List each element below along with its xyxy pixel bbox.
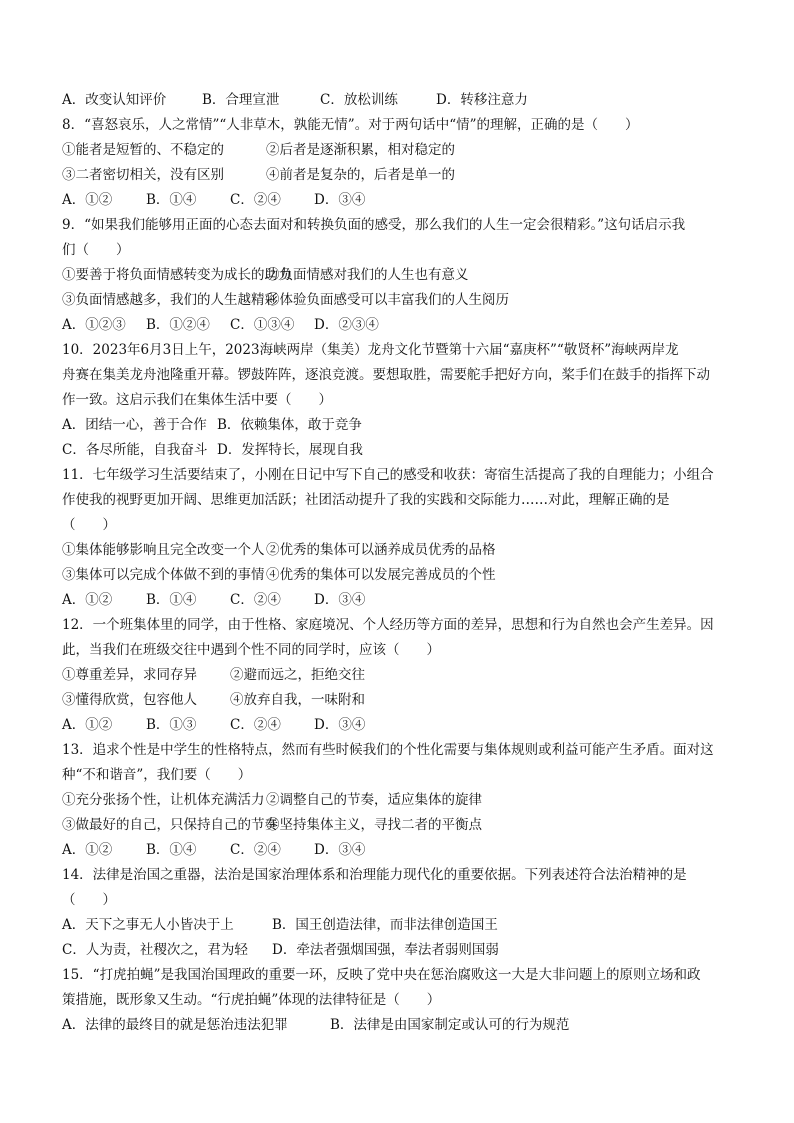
q15-o1	[62, 1013, 736, 1038]
answer-option: B．①④	[146, 592, 197, 608]
q9-stem2: 们（ ）	[62, 242, 130, 258]
q11-s2	[62, 563, 736, 588]
statement-item: ③二者密切相关，没有区别	[62, 167, 224, 183]
statement-item: ①要善于将负面情感转变为成长的助力	[62, 267, 292, 283]
q9-s2	[62, 288, 736, 313]
statement-item: ①充分张扬个性，让机体充满活力	[62, 792, 265, 808]
statement-item: ④体验负面感受可以丰富我们的人生阅历	[266, 292, 509, 308]
q14-o1	[62, 913, 736, 938]
answer-option: C．②④	[230, 192, 281, 208]
q7-options	[62, 88, 736, 113]
answer-option: D．牵法者强烟国强，奉法者弱则国弱	[272, 942, 499, 958]
q13-s1	[62, 788, 736, 813]
q14-stem2: （ ）	[62, 892, 116, 908]
q10-o2	[62, 438, 736, 463]
statement-item: ②避而远之，拒绝交往	[230, 667, 365, 683]
q12-options	[62, 713, 736, 738]
q10-stem3: 作一致。这启示我们在集体生活中要（ ）	[62, 392, 332, 408]
statement-item: ③懂得欣赏，包容他人	[62, 692, 197, 708]
answer-option: A．①②③	[62, 317, 126, 333]
q15-stem1: 15．“打虎拍蝇”是我国治国理政的重要一环，反映了党中央在惩治腐败这一大是大非问题上的原则立场和政	[62, 967, 701, 983]
q12-stem2: 此，当我们在班级交往中遇到个性不同的同学时，应该（ ）	[62, 642, 440, 658]
q15-stem2: 策措施，既形象又生动。“行虎拍蝇”体现的法律特征是（ ）	[62, 992, 441, 1008]
answer-option: A．①②	[62, 842, 113, 858]
statement-item: ①集体能够影响且完全改变一个人	[62, 542, 265, 558]
q13-stem1: 13．追求个性是中学生的性格特点，然而有些时候我们的个性化需要与集体规则或利益可能产生矛盾。面对这	[62, 742, 714, 758]
q8-s2	[62, 163, 736, 188]
q11-stem1: 11．七年级学习生活要结束了，小刚在日记中写下自己的感受和收获：寄宿生活提高了我的自理能力；小组合	[62, 467, 714, 483]
statement-item: ②调整自己的节奏，适应集体的旋律	[266, 792, 482, 808]
answer-option: C．②④	[230, 842, 281, 858]
answer-option: D．发挥特长，展现自我	[217, 442, 363, 458]
q11-s1	[62, 538, 736, 563]
answer-option: C．②④	[230, 717, 281, 733]
answer-option: B．①②④	[146, 317, 210, 333]
answer-option: A．天下之事无人小皆决于上	[62, 917, 234, 933]
answer-option: C．人为责，社稷次之，君为轻	[62, 942, 248, 958]
answer-option: B．①④	[146, 192, 197, 208]
statement-item: ①尊重差异，求同存异	[62, 667, 197, 683]
answer-option: B．①③	[146, 717, 197, 733]
answer-option: B．依赖集体，敢于竞争	[217, 417, 362, 433]
q11-options	[62, 588, 736, 613]
answer-option: D．③④	[314, 842, 366, 858]
answer-option: B．国王创造法律，而非法律创造国王	[272, 917, 498, 933]
q8-options	[62, 188, 736, 213]
q12-s1	[62, 663, 736, 688]
statement-item: ③负面情感越多，我们的人生越精彩	[62, 292, 278, 308]
answer-option: B．合理宣泄	[202, 92, 280, 108]
answer-option: A．①②	[62, 717, 113, 733]
q13-stem2: 种“不和谐音”，我们要（ ）	[62, 767, 252, 783]
answer-option: D．转移注意力	[436, 92, 528, 108]
q10-stem2: 舟赛在集美龙舟池隆重开幕。锣鼓阵阵，逐浪竞渡。要想取胜，需要舵手把好方向，桨手们在鼓手的指挥下动	[62, 367, 710, 383]
statement-item: ④优秀的集体可以发展完善成员的个性	[266, 567, 496, 583]
answer-option: A．①②	[62, 192, 113, 208]
q11-stem2: 作使我的视野更加开阔、思维更加活跃；社团活动提升了我的实践和交际能力……对此，理解正确的是	[62, 492, 670, 508]
q8-s1	[62, 138, 736, 163]
statement-item: ③做最好的自己，只保持自己的节奏	[62, 817, 278, 833]
statement-item: ②负面情感对我们的人生也有意义	[266, 267, 469, 283]
statement-item: ①能者是短暂的、不稳定的	[62, 142, 224, 158]
q8-stem: 8．“喜怒哀乐，人之常情”“人非草木，孰能无情”。对于两句话中“情”的理解，正确的是（ ）	[62, 117, 639, 133]
answer-option: C．①③④	[230, 317, 295, 333]
q14-o2	[62, 938, 736, 963]
statement-item: ④放弃自我，一味附和	[230, 692, 365, 708]
q10-stem1: 10．2023年6月3日上午，2023海峡两岸（集美）龙舟文化节暨第十六届“嘉庚杯”“敬贤杯”海峡两岸龙	[62, 342, 679, 358]
answer-option: D．③④	[314, 192, 366, 208]
q9-s1	[62, 263, 736, 288]
answer-option: A．①②	[62, 592, 113, 608]
statement-item: ④坚持集体主义，寻找二者的平衡点	[266, 817, 482, 833]
q10-o1	[62, 413, 736, 438]
q13-options	[62, 838, 736, 863]
answer-option: D．③④	[314, 717, 366, 733]
answer-option: B．①④	[146, 842, 197, 858]
answer-option: A．团结一心，善于合作	[62, 417, 207, 433]
q14-stem1: 14．法律是治国之重器，法治是国家治理体系和治理能力现代化的重要依据。下列表述符合法治精神的是	[62, 867, 687, 883]
q9-options	[62, 313, 736, 338]
q12-s2	[62, 688, 736, 713]
answer-option: C．放松训练	[320, 92, 398, 108]
statement-item: ③集体可以完成个体做不到的事情	[62, 567, 265, 583]
answer-option: A．法律的最终目的就是惩治违法犯罪	[62, 1017, 288, 1033]
q11-stem3: （ ）	[62, 517, 116, 533]
answer-option: A．改变认知评价	[62, 92, 167, 108]
q13-s2	[62, 813, 736, 838]
q9-stem1: 9．“如果我们能够用正面的心态去面对和转换负面的感受，那么我们的人生一定会很精彩。”这句话启示我	[62, 217, 686, 233]
statement-item: ②后者是逐渐积累，相对稳定的	[266, 142, 455, 158]
statement-item: ④前者是复杂的，后者是单一的	[266, 167, 455, 183]
answer-option: C．②④	[230, 592, 281, 608]
answer-option: C．各尽所能，自我奋斗	[62, 442, 208, 458]
answer-option: B．法律是由国家制定或认可的行为规范	[330, 1017, 570, 1033]
answer-option: D．③④	[314, 592, 366, 608]
statement-item: ②优秀的集体可以涵养成员优秀的品格	[266, 542, 496, 558]
answer-option: D．②③④	[314, 317, 379, 333]
q12-stem1: 12．一个班集体里的同学，由于性格、家庭境况、个人经历等方面的差异，思想和行为自然也会产生差异。因	[62, 617, 714, 633]
